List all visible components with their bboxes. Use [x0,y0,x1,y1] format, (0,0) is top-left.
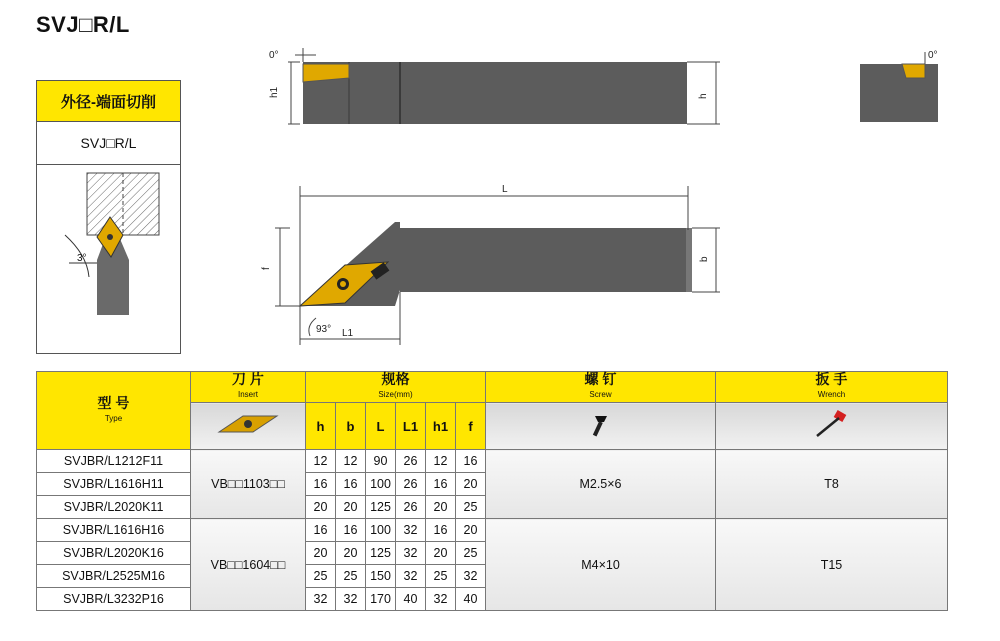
f-cell: 40 [456,588,486,611]
table-header-row [37,372,948,403]
h1-cell: 20 [426,496,456,519]
insert-image-cell [191,403,306,450]
type-header-cn: 型 号 [97,394,130,411]
h-cell: 16 [306,519,336,542]
f-cell: 25 [456,496,486,519]
insert-cell: VB□□1103□□ [191,450,306,519]
b-cell: 32 [336,588,366,611]
dim-col-h1: h1 [426,403,456,450]
b-cell: 20 [336,496,366,519]
spec-table [36,371,948,611]
insert-header [191,372,306,403]
wrench-cell: T8 [716,450,948,519]
h-cell: 20 [306,542,336,565]
L1-cell: 26 [396,473,426,496]
screw-image-cell [486,403,716,450]
zero-angle-right-label: 0° [928,50,938,61]
L-cell: 150 [366,565,396,588]
dim-col-b: b [336,403,366,450]
wrench-header-cn: 扳 手 [815,371,848,387]
f-dimension-label: f [261,267,272,270]
cutting-mode-label: 外径-端面切削 [37,81,180,122]
cutting-mode-code: SVJ□R/L [37,122,180,165]
L-dimension-label: L [502,184,508,195]
side-view-drawing [288,48,720,124]
dim-col-h: h [306,403,336,450]
table-row [37,519,948,542]
L1-cell: 32 [396,519,426,542]
dim-col-L: L [366,403,396,450]
L1-cell: 40 [396,588,426,611]
page-title: SVJ□R/L [36,12,130,37]
wrench-cell: T15 [716,519,948,611]
type-cell: SVJBR/L1616H11 [37,473,191,496]
h1-cell: 25 [426,565,456,588]
screw-header [486,372,716,403]
type-cell: SVJBR/L2525M16 [37,565,191,588]
h1-cell: 16 [426,519,456,542]
L-cell: 100 [366,473,396,496]
L-cell: 125 [366,542,396,565]
size-header-cn: 规格 [381,371,410,387]
h1-cell: 32 [426,588,456,611]
type-header [37,372,191,450]
size-header-en: Size(mm) [378,390,413,399]
type-header-en: Type [104,413,123,423]
type-cell: SVJBR/L2020K11 [37,496,191,519]
mode-angle-label: 3° [77,253,87,264]
type-cell: SVJBR/L2020K16 [37,542,191,565]
h-cell: 12 [306,450,336,473]
h-cell: 20 [306,496,336,519]
wrench-image-cell [716,403,948,450]
lead-angle-label: 93° [316,324,332,335]
wrench-icon [807,408,857,442]
L1-cell: 32 [396,542,426,565]
L1-cell: 26 [396,450,426,473]
insert-header-en: Insert [237,390,258,399]
type-cell: SVJBR/L3232P16 [37,588,191,611]
zero-angle-left-label: 0° [269,50,279,61]
f-cell: 16 [456,450,486,473]
L-cell: 125 [366,496,396,519]
L-cell: 170 [366,588,396,611]
screw-cell: M2.5×6 [486,450,716,519]
b-cell: 20 [336,542,366,565]
h1-dimension-label: h1 [269,86,280,98]
h-cell: 25 [306,565,336,588]
h1-cell: 20 [426,542,456,565]
b-cell: 16 [336,473,366,496]
L-cell: 100 [366,519,396,542]
f-cell: 32 [456,565,486,588]
b-cell: 12 [336,450,366,473]
top-view-drawing [275,186,720,345]
L1-cell: 32 [396,565,426,588]
size-header [306,372,486,403]
b-cell: 25 [336,565,366,588]
f-cell: 20 [456,519,486,542]
screw-header-cn: 螺 钉 [584,371,617,387]
h-cell: 32 [306,588,336,611]
f-cell: 25 [456,542,486,565]
L-cell: 90 [366,450,396,473]
insert-header-cn: 刀 片 [232,371,264,387]
h1-cell: 12 [426,450,456,473]
type-cell: SVJBR/L1212F11 [37,450,191,473]
dim-col-f: f [456,403,486,450]
type-cell: SVJBR/L1616H16 [37,519,191,542]
dim-col-L1: L1 [396,403,426,450]
b-cell: 16 [336,519,366,542]
wrench-header-en: Wrench [817,390,846,399]
L1-dimension-label: L1 [342,328,354,339]
insert-cell: VB□□1604□□ [191,519,306,611]
wrench-header [716,372,948,403]
L1-cell: 26 [396,496,426,519]
f-cell: 20 [456,473,486,496]
insert-icon [213,410,283,440]
end-view-drawing [860,52,938,122]
screw-cell: M4×10 [486,519,716,611]
h-cell: 16 [306,473,336,496]
table-row [37,450,948,473]
b-dimension-label: b [699,256,710,262]
h1-cell: 16 [426,473,456,496]
screw-header-en: Screw [589,390,612,399]
h-dimension-label: h [698,93,709,99]
screw-icon [581,410,621,440]
